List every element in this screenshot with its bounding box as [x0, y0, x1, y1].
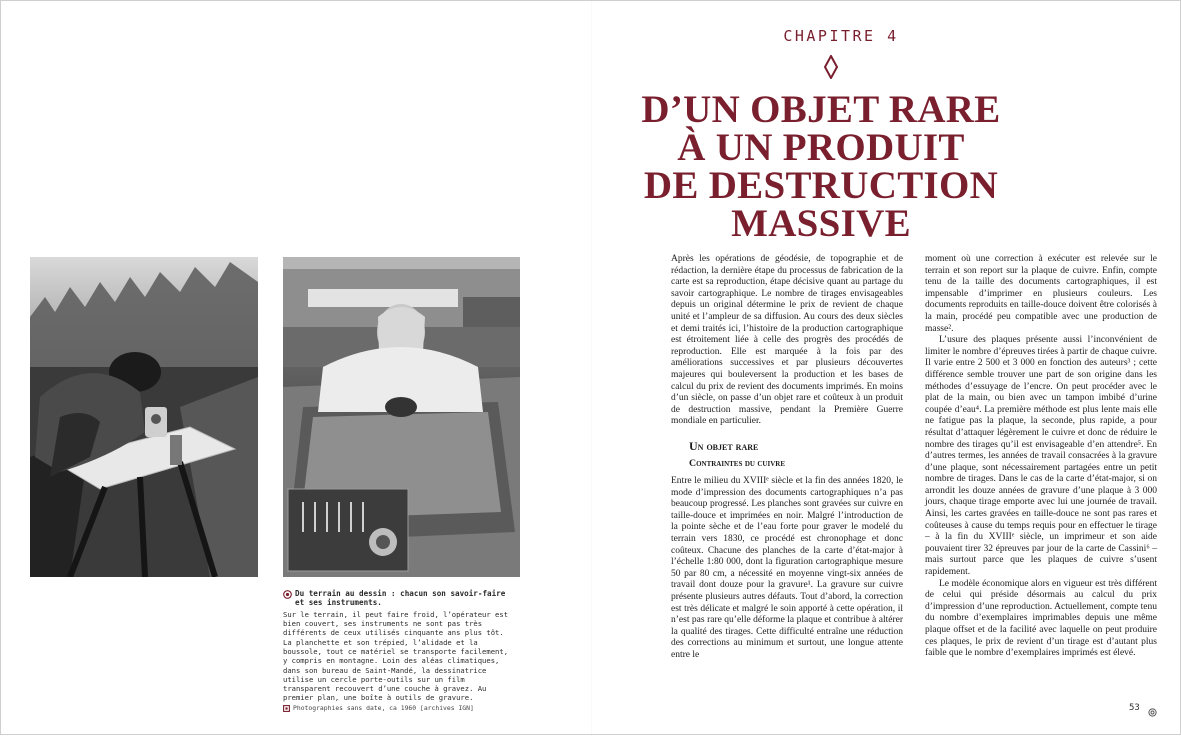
body-paragraph: Entre le milieu du XVIIIᵉ siècle et la fin des années 1820, le mode d’impression des documents cartographiques n’a pas beaucoup progressé. Les planches sont gravées sur cuivre en taille-douce et imprimées en noir. Malgré l’introduction de la pointe sèche et de l’eau forte pour graver le modelé du terrain vers 1830, ce procédé est chronophage et donc coûteux. Chacune des planches de la carte d’état-major à l’échelle 1:80 000, dont la figuration cartographique mesure 50 par 80 cm, a nécessité en moyenne vingt-six années de travail dont douze pour la gravure¹. La gravure sur cuivre présente plusieurs autres défauts. Tout d’abord, la correction est très délicate et malgré le soin apporté à cette opération, il n’est pas rare qu’elle déforme la plaque et contribue à altérer la qualité des tirages. Cette difficulté entraîne une réduction des corrections au minimum et surtout, une longue attente entre le	[671, 476, 903, 660]
photo-surveyor-drawing	[30, 257, 258, 577]
subsection-heading: Contraintes du cuivre	[689, 457, 785, 469]
caption-body: Sur le terrain, il peut faire froid, l’opérateur est bien couvert, ses instruments ne sont pas très différents de ceux utilisés cinquante ans plus tôt. La planchette et son trépied, l’alidade et la boussole, tout ce matériel se transporte facilement, y compris en montagne. Loin des aléas climatiques, dans son bureau de Saint-Mandé, la dessinatrice utilise un cercle porte-outils sur un film transparent recouvert d’une couche à gravez. Au premier plan, une boîte à outils de gravure.	[283, 609, 509, 703]
text-column-right	[925, 254, 1157, 660]
text-column-left	[671, 254, 903, 662]
body-paragraph: Le modèle économique alors en vigueur est très différent de celui qui préside désormais au calcul du prix d’impression d’une reproduction. Actuellement, compte tenu du nombre d’exemplaires imprimables depuis une même plaque offset et de la facilité avec laquelle on peut produire ces plaques, le prix de revient d’un tirage est d’autant plus faible que le nombre d’exemplaires imprimés est élevé.	[925, 578, 1157, 659]
camera-square-icon	[283, 705, 290, 715]
chapter-label: CHAPITRE 4	[783, 27, 899, 45]
chapter-title-line: DE DESTRUCTION	[643, 164, 999, 207]
chapter-title-line: À UN PRODUIT	[677, 126, 965, 169]
caption-credit-row	[283, 704, 515, 713]
caption-credit: Photographies sans date, ca 1960 [archives IGN]	[293, 703, 474, 712]
photo-caption	[283, 589, 515, 713]
caption-title-row	[295, 589, 515, 608]
photo-draughtswoman-drawing	[283, 257, 520, 577]
photo-surveyor	[30, 257, 258, 577]
gutter	[591, 1, 592, 736]
circle-ornament-icon	[1148, 704, 1157, 722]
chapter-title-line: D’UN OBJET RARE	[641, 88, 1001, 131]
body-paragraph: moment où une correction à exécuter est relevée sur le terrain et son report sur la plaque de cuivre. Enfin, compte tenu de la taille des documents cartographiques, il est impensable d’imprimer en plusieurs couleurs. Les documents reproduits en taille-douce doivent être colorisés à la main, procédé peu compatible avec une production de masse².	[925, 254, 1157, 334]
chapter-title	[601, 88, 1041, 245]
intro-paragraph: Après les opérations de géodésie, de topographie et de rédaction, la dernière étape du processus de fabrication de la carte est sa reproduction, étape décisive quant au partage du savoir cartographique. Le nombre de tirages envisageables depuis un original détermine le prix de revient de chaque unité et l’ampleur de sa diffusion. Au cours des deux siècles et demi traités ici, l’histoire de la production cartographique est étroitement liée à celle des progrès des procédés de reproduction. Elle est marquée à la fois par des améliorations successives et par plusieurs découvertes majeures qui bouleversent la production et les bases de calcul du prix de revient des documents imprimés. En moins d’un siècle, on passe d’un objet rare et coûteux à un produit de destruction massive, pendant la Première Guerre mondiale en particulier.	[671, 254, 903, 427]
target-bullet-icon	[283, 590, 292, 601]
diamond-ornament-icon	[824, 55, 838, 84]
body-paragraph: L’usure des plaques présente aussi l’inconvénient de limiter le nombre d’épreuves tirées à partir de chaque cuivre. Il varie entre 2 500 et 3 000 en fonction des auteurs³ ; cette différence semble trouver une part de son origine dans les méthodes d’essuyage de l’encre. On peut procéder avec le plat de la main, ou bien avec un tampon imbibé d’urine coupée d’eau⁴. La première méthode est plus lente mais elle ne fatigue pas la plaque, la seconde, plus rapide, a pour résultat d’attaquer légèrement le cuivre et donc de réduire le nombre des tirages qu’il est envisageable d’en attendre⁵. En d’autres termes, les années de travail consacrées à la gravure d’une plaque, sont nécessairement partagées entre un petit nombre de tirages. Dans le cas de la carte d’état-major, si on arrondit les douze années de gravure d’une plaque à 3 000 jours, chaque tirage emporte avec lui une journée de travail. Ainsi, les cartes gravées en taille-douce ne sont pas rares et coûteuses à cause du temps requis pour en effectuer le tirage – à la fin du XVIIIᵉ siècle, un imprimeur et son aide pouvaient tirer 32 épreuves par jour de la carte de Cassini⁶ – mais surtout parce que les plaques de cuivre s’usent rapidement.	[925, 335, 1157, 578]
page-number: 53	[1129, 703, 1140, 713]
photo-draughtswoman	[283, 257, 520, 577]
chapter-title-line: MASSIVE	[731, 202, 911, 245]
section-heading: Un objet rare	[689, 438, 759, 453]
caption-title: Du terrain au dessin : chacun son savoir-faire et ses instruments.	[295, 589, 506, 608]
